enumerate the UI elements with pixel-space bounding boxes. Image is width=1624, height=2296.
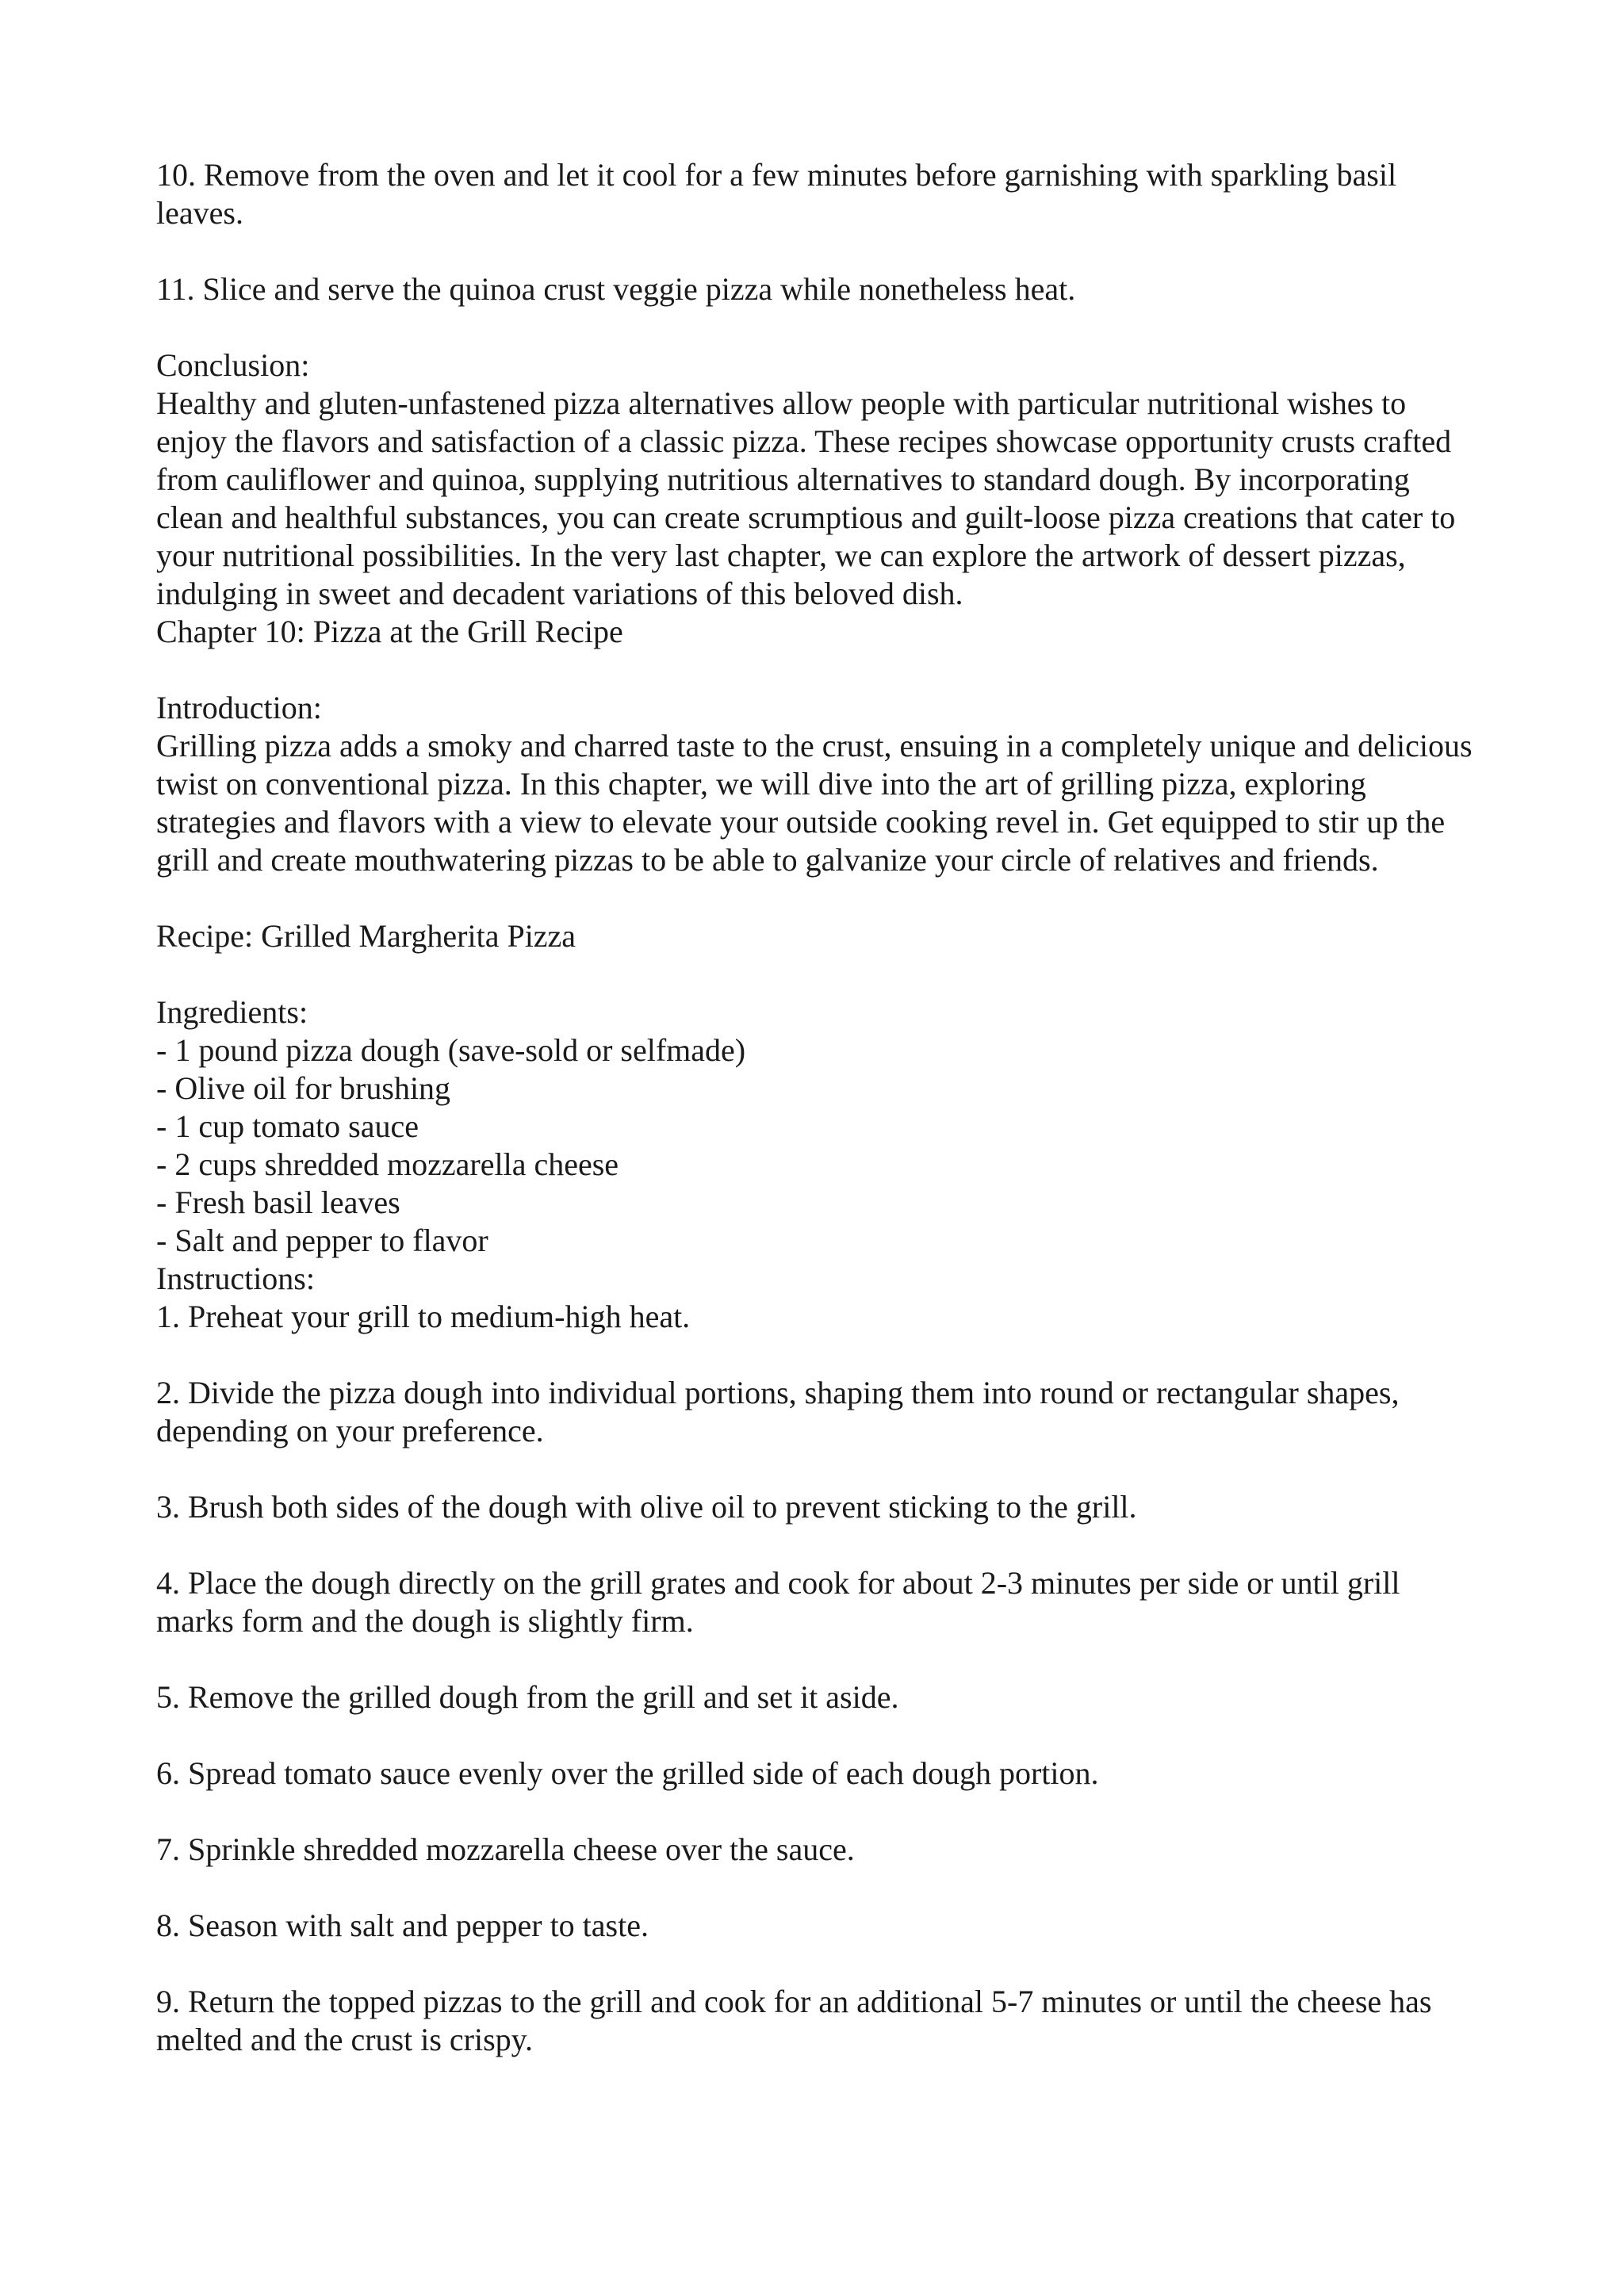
spacer xyxy=(156,651,1473,689)
spacer xyxy=(156,308,1473,346)
instruction-step: 3. Brush both sides of the dough with olive oil to prevent sticking to the grill. xyxy=(156,1489,1137,1525)
introduction-paragraph: Grilling pizza adds a smoky and charred taste to the crust, ensuing in a completely unique and delicious twist on conventional pizza. In this chapter, we will dive into the art of grilling pizza, exploring strategies and flavors with a view to elevate your outside cooking revel in. Get equipped to stir up the grill and create mouthwatering pizzas to be able to galvanize your circle of relatives and friends. xyxy=(156,728,1473,878)
instruction-step: 2. Divide the pizza dough into individual portions, shaping them into round or rectangular shapes, depending on your preference. xyxy=(156,1375,1400,1448)
ingredients-heading: Ingredients: xyxy=(156,994,308,1030)
spacer xyxy=(156,1640,1473,1678)
instruction-step: 7. Sprinkle shredded mozzarella cheese over the sauce. xyxy=(156,1831,855,1867)
recipe-title: Recipe: Grilled Margherita Pizza xyxy=(156,918,576,954)
previous-step-11: 11. Slice and serve the quinoa crust veggie pizza while nonetheless heat. xyxy=(156,271,1076,307)
ingredient-item: - 1 pound pizza dough (save-sold or selfmade) xyxy=(156,1032,746,1068)
spacer xyxy=(156,1526,1473,1564)
spacer xyxy=(156,1793,1473,1831)
spacer xyxy=(156,1716,1473,1755)
ingredient-item: - Olive oil for brushing xyxy=(156,1070,451,1106)
spacer xyxy=(156,955,1473,993)
instruction-step: 1. Preheat your grill to medium-high heat. xyxy=(156,1299,691,1334)
conclusion-paragraph: Healthy and gluten-unfastened pizza alternatives allow people with particular nutritional wishes to enjoy the flavors and satisfaction of a classic pizza. These recipes showcase opportunity crusts crafted from cauliflower and quinoa, supplying nutritious alternatives to standard dough. By incorporating clean and healthful substances, you can create scrumptious and guilt-loose pizza creations that cater to your nutritional possibilities. In the very last chapter, we can explore the artwork of dessert pizzas, indulging in sweet and decadent variations of this beloved dish. xyxy=(156,385,1456,611)
instruction-step: 5. Remove the grilled dough from the grill and set it aside. xyxy=(156,1679,899,1715)
ingredient-item: - 2 cups shredded mozzarella cheese xyxy=(156,1146,619,1182)
introduction-heading: Introduction: xyxy=(156,690,322,725)
spacer xyxy=(156,1869,1473,1907)
ingredient-item: - Fresh basil leaves xyxy=(156,1184,400,1220)
spacer xyxy=(156,232,1473,270)
spacer xyxy=(156,1336,1473,1374)
spacer xyxy=(156,879,1473,917)
instruction-step: 8. Season with salt and pepper to taste. xyxy=(156,1908,649,1943)
chapter-title: Chapter 10: Pizza at the Grill Recipe xyxy=(156,614,623,649)
previous-step-10: 10. Remove from the oven and let it cool for a few minutes before garnishing with sparkling basil leaves. xyxy=(156,157,1397,231)
ingredient-item: - 1 cup tomato sauce xyxy=(156,1108,419,1144)
ingredient-item: - Salt and pepper to flavor xyxy=(156,1223,488,1258)
conclusion-heading: Conclusion: xyxy=(156,347,310,383)
instruction-step: 9. Return the topped pizzas to the grill and cook for an additional 5-7 minutes or until the cheese has melted and the crust is crispy. xyxy=(156,1984,1432,2057)
instructions-heading: Instructions: xyxy=(156,1261,315,1296)
spacer xyxy=(156,1945,1473,1983)
spacer xyxy=(156,1450,1473,1488)
instruction-step: 6. Spread tomato sauce evenly over the grilled side of each dough portion. xyxy=(156,1755,1099,1791)
document-page xyxy=(156,156,1473,2059)
instruction-step: 4. Place the dough directly on the grill grates and cook for about 2-3 minutes per side or until grill marks form and the dough is slightly firm. xyxy=(156,1565,1400,1639)
